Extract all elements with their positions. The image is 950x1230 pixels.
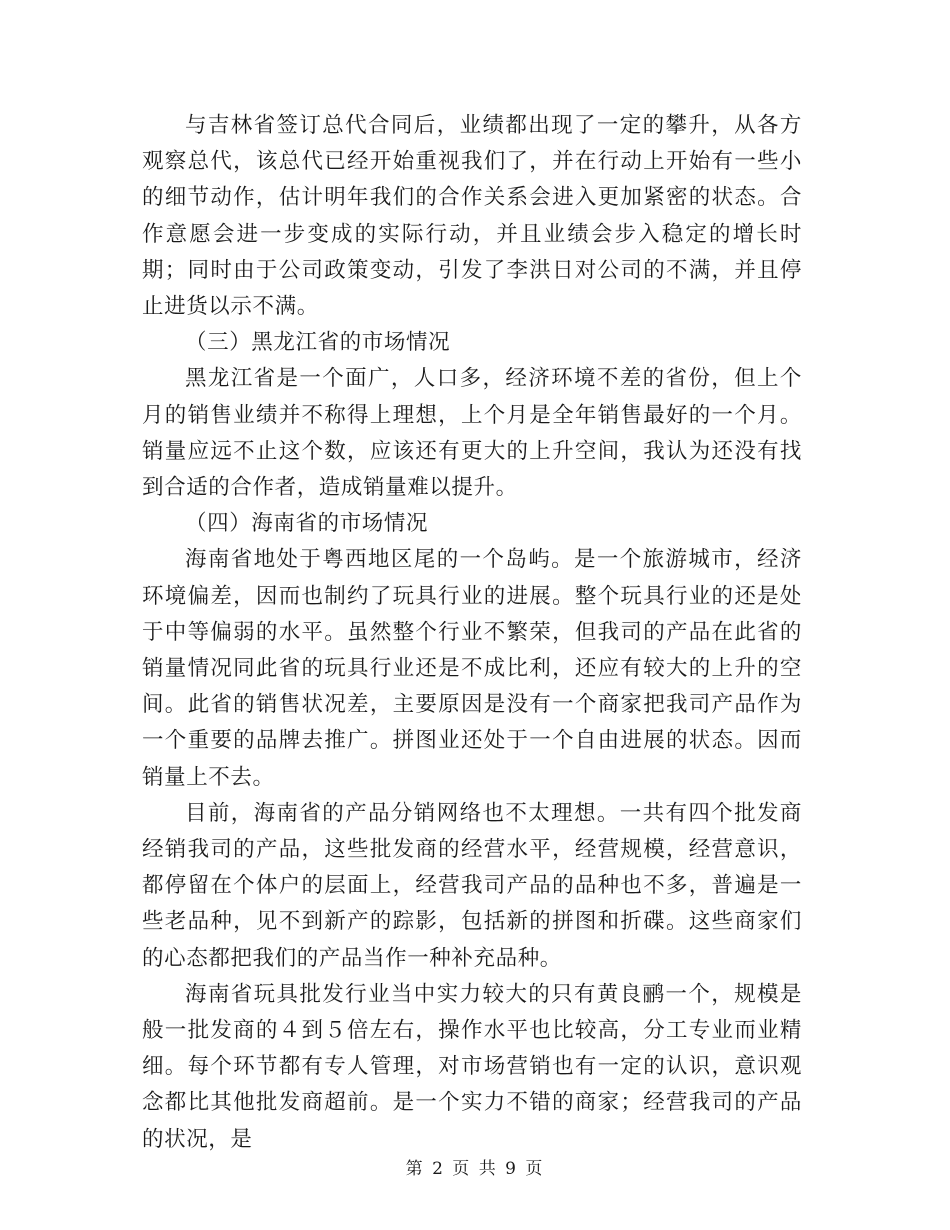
- document-body: [142, 108, 802, 1158]
- section-heading-heilongjiang: （三）黑龙江省的市场情况: [185, 330, 451, 356]
- paragraph-hainan-wholesalers: 海南省玩具批发行业当中实力较大的只有黄良鹂一个，规模是般一批发商的４到５倍左右，操作水平也比较高，分工专业而业精细。每个环节都有专人管理，对市场营销也有一定的认识，意识观念都比其他批发商超前。是一个实力不错的商家；经营我司的产品的状况，是: [142, 981, 802, 1152]
- section-heading-hainan: （四）海南省的市场情况: [185, 511, 429, 537]
- paragraph-hainan-distribution: 目前，海南省的产品分销网络也不太理想。一共有四个批发商经销我司的产品，这些批发商的经营水平，经营规模，经营意识，都停留在个体户的层面上，经营我司产品的品种也不多，普遍是一些老品种，见不到新产的踪影，包括新的拼图和折碟。这些商家们的心态都把我们的产品当作一种补充品种。: [142, 800, 802, 971]
- paragraph-heilongjiang: 黑龙江省是一个面广，人口多，经济环境不差的省份，但上个月的销售业绩并不称得上理想，上个月是全年销售最好的一个月。销量应远不止这个数，应该还有更大的上升空间，我认为还没有找到合适的合作者，造成销量难以提升。: [142, 366, 802, 501]
- paragraph-hainan-overview: 海南省地处于粤西地区尾的一个岛屿。是一个旅游城市，经济环境偏差，因而也制约了玩具行业的进展。整个玩具行业的还是处于中等偏弱的水平。虽然整个行业不繁荣，但我司的产品在此省的销量情况同此省的玩具行业还是不成比利，还应有较大的上升的空间。此省的销售状况差，主要原因是没有一个商家把我司产品作为一个重要的品牌去推广。拼图业还处于一个自由进展的状态。因而销量上不去。: [142, 547, 802, 790]
- paragraph-jilin: 与吉林省签订总代合同后，业绩都出现了一定的攀升，从各方观察总代，该总代已经开始重视我们了，并在行动上开始有一些小的细节动作，估计明年我们的合作关系会进入更加紧密的状态。合作意愿会进一步变成的实际行动，并且业绩会步入稳定的增长时期；同时由于公司政策变动，引发了李洪日对公司的不满，并且停止进货以示不满。: [142, 113, 802, 320]
- page-number-footer: 第 2 页 共 9 页: [405, 1159, 545, 1179]
